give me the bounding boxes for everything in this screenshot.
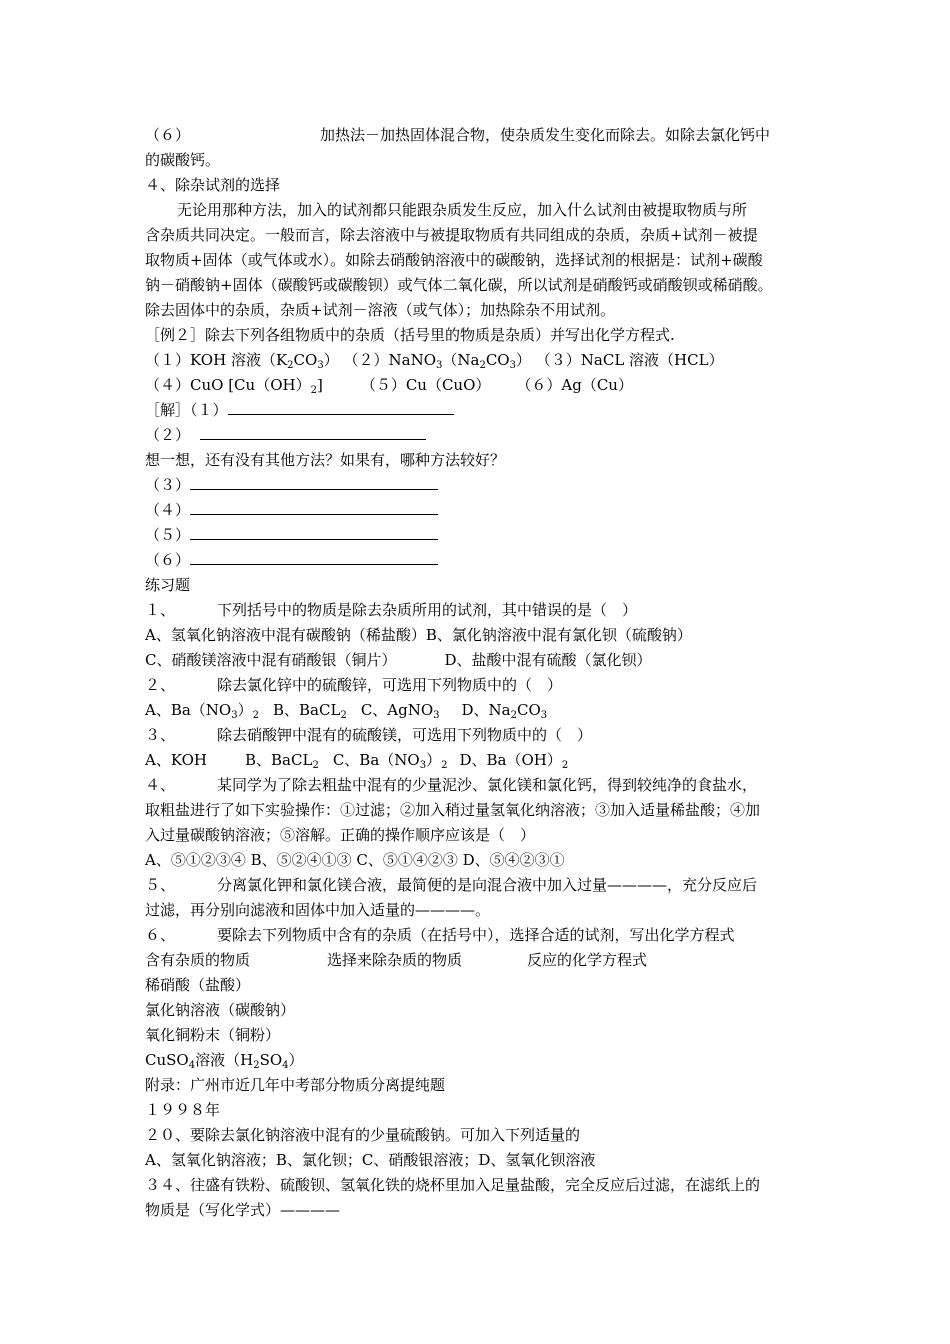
column-header: 含有杂质的物质 xyxy=(145,951,251,969)
solution-label: ［解］（１） xyxy=(145,401,228,419)
paragraph-line: 含杂质共同决定。一般而言，除去溶液中与被提取物质有共同组成的杂质，杂质+试剂－被提 xyxy=(145,226,758,244)
table-row: 氧化铜粉末（铜粉） xyxy=(145,1026,281,1044)
item-1-cont: CO xyxy=(293,351,318,369)
method-number: （６） xyxy=(145,126,191,144)
appendix-question-20-options: A、氢氧化钠溶液；B、氯化钡；C、硝酸银溶液；D、氢氧化钡溶液 xyxy=(145,1151,596,1169)
subscript: 2 xyxy=(287,360,294,371)
paragraph-line: 无论用那种方法，加入的试剂都只能跟杂质发生反应，加入什么试剂由被提取物质与所 xyxy=(177,201,748,219)
question-1 xyxy=(145,598,825,623)
question-1-options-ab: A、氢氧化钠溶液中混有碳酸钠（稀盐酸）B、氯化钠溶液中混有氯化钡（硫酸钠） xyxy=(145,626,692,644)
subscript: 4 xyxy=(188,1060,196,1071)
question-1-options-cd xyxy=(145,648,825,673)
solution-line-2 xyxy=(145,423,825,448)
option-a: A、KOH xyxy=(145,751,208,769)
option-c-end: ） xyxy=(426,751,442,769)
formula: 溶液（H xyxy=(195,1051,254,1069)
method-text-cont: 的碳酸钙。 xyxy=(145,151,221,169)
method-line-2 xyxy=(145,148,825,173)
question-3-options xyxy=(145,748,825,773)
answer-blank[interactable] xyxy=(228,398,454,415)
question-4-cont: 取粗盐进行了如下实验操作：①过滤；②加入稍过量氢氧化纳溶液；③加入适量稀盐酸；④加 xyxy=(145,801,761,819)
option-d: D、Na xyxy=(461,701,511,719)
option-c: C、AgNO xyxy=(360,701,434,719)
question-text: 除去氯化锌中的硫酸锌，可选用下列物质中的（ ） xyxy=(217,676,563,694)
answer-blank[interactable] xyxy=(190,498,438,515)
item-5: （５）Cu（CuO） xyxy=(360,376,491,394)
question-6-table-header xyxy=(145,948,825,973)
subscript: 3 xyxy=(317,360,324,371)
formula: ） xyxy=(288,1051,304,1069)
solution-line-3 xyxy=(145,473,825,498)
subscript: 2 xyxy=(561,760,569,771)
subscript: 2 xyxy=(312,760,319,771)
appendix-title: 附录：广州市近几年中考部分物质分离提纯题 xyxy=(145,1076,446,1094)
question-4-options: A、⑤①②③④ B、⑤②④①③ C、⑤①④②③ D、⑤④②③① xyxy=(145,851,565,869)
question-text: 要除去下列物质中含有的杂质（在括号中），选择合适的试剂，写出化学方程式 xyxy=(217,926,735,944)
item-2: （２）NaNO xyxy=(343,351,436,369)
solution-line-5 xyxy=(145,523,825,548)
question-4-cont: 入过量碳酸钠溶液；⑤溶解。正确的操作顺序应该是（ ） xyxy=(145,826,536,844)
option-a-end: ） xyxy=(237,701,253,719)
answer-blank[interactable] xyxy=(190,548,438,565)
solution-number: （２） xyxy=(145,426,191,444)
question-3 xyxy=(145,723,825,748)
solution-number: （３） xyxy=(145,476,191,494)
option-c: C、硝酸镁溶液中混有硝酸银（铜片） xyxy=(145,651,397,669)
question-number: ３、 xyxy=(145,726,176,744)
table-row: 稀硝酸（盐酸） xyxy=(145,976,251,994)
question-6 xyxy=(145,923,825,948)
question-5 xyxy=(145,873,825,898)
appendix-question-34-cont: 物质是（写化学式）———— xyxy=(145,1201,341,1219)
option-a: A、Ba（NO xyxy=(145,701,232,719)
paragraph-line: 除去固体中的杂质，杂质+试剂－溶液（或气体）；加热除杂不用试剂。 xyxy=(145,301,616,319)
item-4-end: ] xyxy=(316,376,323,394)
solution-number: （４） xyxy=(145,501,191,519)
method-text: 加热法－加热固体混合物，使杂质发生变化而除去。如除去氯化钙中 xyxy=(320,126,771,144)
item-1: （１）KOH 溶液（K xyxy=(145,351,288,369)
subscript: 2 xyxy=(479,360,486,371)
solution-line-6 xyxy=(145,548,825,573)
solution-number: （５） xyxy=(145,526,191,544)
item-3: （３）NaCL 溶液（HCL） xyxy=(535,351,724,369)
table-row: 氯化钠溶液（碳酸钠） xyxy=(145,1001,296,1019)
item-6: （６）Ag（Cu） xyxy=(516,376,633,394)
appendix-year: １９９８年 xyxy=(145,1101,221,1119)
question-number: ２、 xyxy=(145,676,176,694)
solution-number: （６） xyxy=(145,551,191,569)
section-heading: ４、除杂试剂的选择 xyxy=(145,176,281,194)
paragraph-line: 取物质+固体（或气体或水）。如除去硝酸钠溶液中的碳酸钠，选择试剂的根据是：试剂+碳酸 xyxy=(145,251,763,269)
item-2-cont: CO xyxy=(485,351,510,369)
column-header: 反应的化学方程式 xyxy=(527,951,648,969)
exercises-heading: 练习题 xyxy=(145,576,191,594)
subscript: 2 xyxy=(340,710,347,721)
question-text: 某同学为了除去粗盐中混有的少量泥沙、氯化镁和氯化钙，得到较纯净的食盐水， xyxy=(217,776,758,794)
subscript: 3 xyxy=(419,760,427,771)
think-prompt: 想一想，还有没有其他方法？如果有，哪种方法较好？ xyxy=(145,451,506,469)
subscript: 2 xyxy=(310,385,317,396)
solution-line-1 xyxy=(145,398,825,423)
question-5-cont: 过滤，再分别向滤液和固体中加入适量的————。 xyxy=(145,901,491,919)
question-2-options xyxy=(145,698,825,723)
subscript: 4 xyxy=(282,1060,289,1071)
question-number: ４、 xyxy=(145,776,176,794)
formula: CuSO xyxy=(145,1051,189,1069)
item-2-end: ） xyxy=(515,351,531,369)
table-row xyxy=(145,1048,825,1073)
answer-blank[interactable] xyxy=(200,423,426,440)
question-2 xyxy=(145,673,825,698)
question-number: ６、 xyxy=(145,926,176,944)
subscript: 3 xyxy=(433,710,440,721)
option-d-cont: CO xyxy=(517,701,541,719)
appendix-question-34: ３４、往盛有铁粉、硫酸钡、氢氧化铁的烧杯里加入足量盐酸，完全反应后过滤，在滤纸上的 xyxy=(145,1176,761,1194)
column-header: 选择来除杂质的物质 xyxy=(327,951,463,969)
subscript: 3 xyxy=(540,710,548,721)
solution-line-4 xyxy=(145,498,825,523)
subscript: 2 xyxy=(253,1060,260,1071)
subscript: 2 xyxy=(441,760,448,771)
answer-blank[interactable] xyxy=(190,523,438,540)
paragraph-line: 钠－硝酸钠+固体（碳酸钙或碳酸钡）或气体二氧化碳，所以试剂是硝酸钙或硝酸钡或稀硝酸。 xyxy=(145,276,773,294)
item-2-cont: （Na xyxy=(442,351,480,369)
option-b: B、BaCL xyxy=(273,701,341,719)
formula: SO xyxy=(259,1051,283,1069)
subscript: 2 xyxy=(510,710,518,721)
question-text: 除去硝酸钾中混有的硫酸镁，可选用下列物质中的（ ） xyxy=(217,726,593,744)
subscript: 3 xyxy=(231,710,238,721)
question-number: １、 xyxy=(145,601,176,619)
example-prompt: ［例２］除去下列各组物质中的杂质（括号里的物质是杂质）并写出化学方程式. xyxy=(145,326,675,344)
option-d: D、盐酸中混有硫酸（氯化钡） xyxy=(444,651,652,669)
question-number: ５、 xyxy=(145,876,176,894)
option-c: C、Ba（NO xyxy=(332,751,420,769)
question-4 xyxy=(145,773,825,798)
option-b: B、BaCL xyxy=(245,751,313,769)
subscript: 3 xyxy=(509,360,516,371)
item-1-end: ） xyxy=(323,351,339,369)
example-items-row-1 xyxy=(145,348,825,373)
question-text: 分离氯化钾和氯化镁合液，最简便的是向混合液中加入过量————，充分反应后 xyxy=(217,876,758,894)
subscript: 3 xyxy=(436,360,443,371)
option-d: D、Ba（OH） xyxy=(459,751,562,769)
question-text: 下列括号中的物质是除去杂质所用的试剂，其中错误的是（ ） xyxy=(217,601,638,619)
answer-blank[interactable] xyxy=(190,473,438,490)
method-line-1 xyxy=(145,123,825,148)
appendix-question-20: ２０、要除去氯化钠溶液中混有的少量硫酸钠。可加入下列适量的 xyxy=(145,1126,581,1144)
example-items-row-2 xyxy=(145,373,825,398)
document-page xyxy=(145,123,825,1223)
subscript: 2 xyxy=(252,710,259,721)
item-4: （４）CuO [Cu（OH） xyxy=(145,376,311,394)
